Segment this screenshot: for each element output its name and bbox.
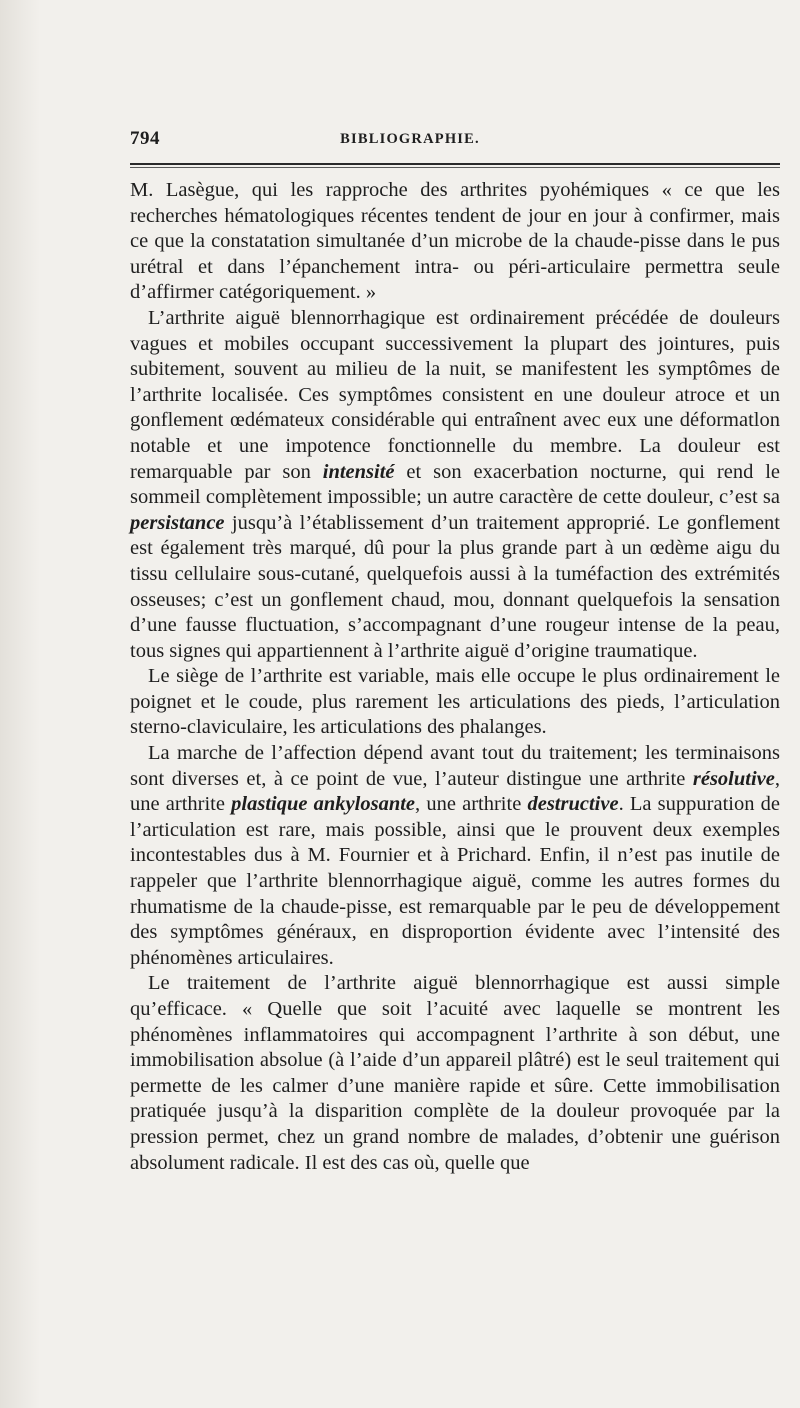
paragraph-text: et son exacerbation nocturne, qui rend le sommeil complètement impossible; un autre caractère de cette douleur, c’est sa bbox=[130, 460, 780, 509]
header-rule-thin bbox=[130, 167, 780, 168]
page-gutter-shadow bbox=[0, 0, 40, 1408]
paragraph bbox=[130, 306, 780, 664]
emphasis-text: destructive bbox=[527, 793, 619, 816]
paragraph-text: . La suppuration de l’articulation est rare, mais possible, ainsi que le prouvent deux exemples incontestables dus à M. Fournier et à Prichard. Enfin, il n’est pas inutile de rappeler que l’arthrite blennorrhagique aiguë, comme les autres formes du rhumatisme de la chaude-pisse, est remarquable par le peu de développement des symptômes généraux, en disproportion évidente avec l’intensité des phénomènes articulaires. bbox=[130, 793, 781, 969]
emphasis-text: persistance bbox=[130, 511, 225, 534]
paragraph-text: Le traitement de l’arthrite aiguë blennorrhagique est aussi simple qu’efficace. « Quelle que soit l’acuité avec laquelle se montrent les phénomènes inflammatoires qui accompagnent l’arthrite à son début, une immobilisation absolue (à l’aide d’un appareil plâtré) est le seul traitement qui permette de les calmer d’une manière rapide et sûre. Cette immobilisation pratiquée jusqu’à la disparition complète de la douleur provoquée par la pression permet, chez un grand nombre de malades, d’obtenir une guérison absolument radicale. Il est des cas où, quelle que bbox=[130, 972, 780, 1174]
paragraph-text: jusqu’à l’établissement d’un traitement approprié. Le gonflement est également très marqué, dû pour la plus grande part à un œdème aigu du tissu cellulaire sous-cutané, quelquefois aussi à la tuméfaction des extrémités osseuses; c’est un gonflement chaud, mou, donnant quelquefois la sensation d’une fausse fluctuation, s’accompagnant d’une rougeur intense de la peau, tous signes qui appartiennent à l’arthrite aiguë d’origine traumatique. bbox=[130, 511, 780, 662]
paragraph bbox=[130, 741, 780, 971]
paragraph bbox=[130, 971, 780, 1176]
emphasis-text: résolutive bbox=[692, 767, 775, 790]
paragraph bbox=[130, 664, 780, 741]
emphasis-text: intensité bbox=[322, 460, 395, 483]
header-rule bbox=[130, 163, 780, 165]
paragraph-text: , une arthrite bbox=[130, 767, 780, 816]
page-header bbox=[130, 128, 780, 156]
paragraph-text: La marche de l’affection dépend avant tout du traitement; les terminaisons sont diverses et, à ce point de vue, l’auteur distingue une arthrite bbox=[130, 742, 780, 790]
emphasis-text: plastique ankylosante bbox=[231, 793, 416, 816]
body-text bbox=[130, 178, 780, 1176]
paragraph-text: Le siège de l’arthrite est variable, mais elle occupe le plus ordinairement le poignet et le coude, plus rarement les articulations des pieds, l’articulation sterno-claviculaire, les articulations des phalanges. bbox=[130, 665, 780, 739]
page-number: 794 bbox=[130, 128, 160, 149]
paragraph bbox=[130, 178, 780, 306]
paragraph-text: , une arthrite bbox=[415, 793, 528, 816]
paragraph-text: L’arthrite aiguë blennorrhagique est ordinairement précédée de douleurs vagues et mobiles occupant successivement la plupart des jointures, puis subitement, souvent au milieu de la nuit, se manifestent les symptômes de l’arthrite localisée. Ces symptômes consistent en une douleur atroce et un gonflement œdémateux considérable qui entraînent avec eux une déformatlon notable et une impotence fonctionnelle du membre. La douleur est remarquable par son bbox=[130, 306, 780, 483]
paragraph-text: M. Lasègue, qui les rapproche des arthrites pyohémiques « ce que les recherches hématologiques récentes tendent de jour en jour à confirmer, mais ce que la constatation simultanée d’un microbe de la chaude-pisse dans le pus urétral et dans l’épanchement intra- ou péri-articulaire permettra seule d’affirmer catégoriquement. » bbox=[130, 179, 780, 304]
running-title: BIBLIOGRAPHIE. bbox=[340, 131, 480, 147]
